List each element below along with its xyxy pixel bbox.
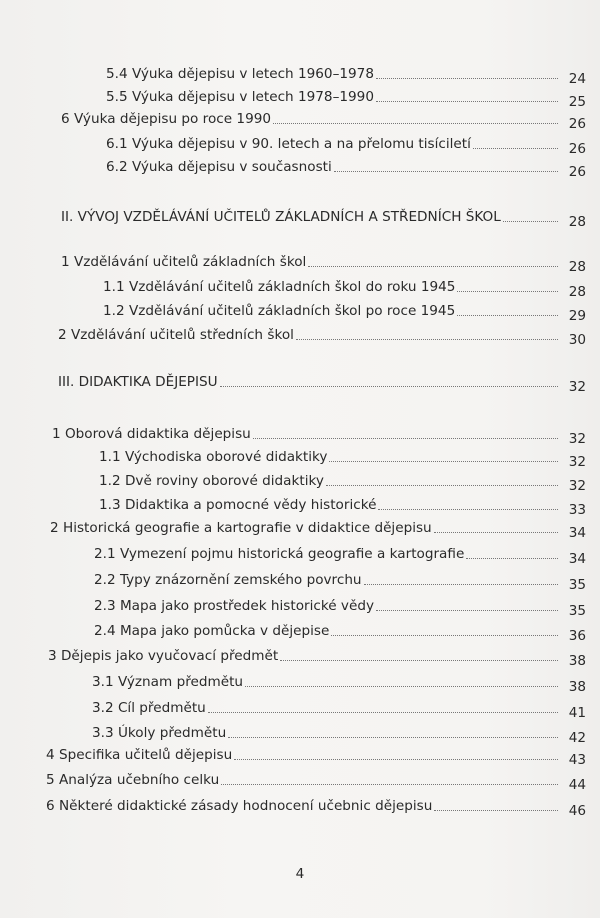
toc-entry-iii-4[interactable] xyxy=(46,741,586,768)
toc-entry-page: 28 xyxy=(568,259,586,275)
dot-leader xyxy=(378,509,558,510)
toc-entry-iii-3-3[interactable] xyxy=(92,719,586,746)
dot-leader xyxy=(228,737,558,738)
dot-leader xyxy=(308,266,558,267)
toc-entry-title: 5.5 Výuka dějepisu v letech 1978–1990 xyxy=(106,89,374,105)
dot-leader xyxy=(221,784,558,785)
toc-entry-page: 26 xyxy=(568,164,586,180)
toc-entry-title: 5.4 Výuka dějepisu v letech 1960–1978 xyxy=(106,66,374,82)
toc-entry-iii-2-1[interactable] xyxy=(94,540,586,567)
dot-leader xyxy=(473,148,558,149)
toc-entry-6[interactable] xyxy=(61,105,586,132)
toc-entry-iii-1-1[interactable] xyxy=(99,443,586,470)
dot-leader xyxy=(273,123,558,124)
dot-leader xyxy=(457,315,558,316)
toc-entry-page: 43 xyxy=(568,752,586,768)
toc-entry-page: 25 xyxy=(568,94,586,110)
toc-entry-title: 6 Výuka dějepisu po roce 1990 xyxy=(61,111,272,127)
toc-entry-6-1[interactable] xyxy=(106,130,586,157)
toc-entry-page: 35 xyxy=(568,577,586,593)
toc-entry-page: 42 xyxy=(568,730,586,746)
toc-entry-title: 2.4 Mapa jako pomůcka v dějepise xyxy=(94,623,330,639)
toc-entry-title: 1 Vzdělávání učitelů základních škol xyxy=(61,254,307,270)
toc-entry-title: 1.1 Vzdělávání učitelů základních škol do roku 1945 xyxy=(103,279,456,295)
toc-entry-iii-3-1[interactable] xyxy=(92,668,586,695)
toc-entry-iii-2-2[interactable] xyxy=(94,566,586,593)
toc-entry-page: 26 xyxy=(568,141,586,157)
dot-leader xyxy=(364,584,558,585)
dot-leader xyxy=(234,759,558,760)
toc-entry-iii-2-3[interactable] xyxy=(94,592,586,619)
toc-entry-title: 6.2 Výuka dějepisu v současnosti xyxy=(106,159,332,175)
dot-leader xyxy=(280,660,558,661)
dot-leader xyxy=(376,610,558,611)
toc-entry-title: 6.1 Výuka dějepisu v 90. letech a na přelomu tisíciletí xyxy=(106,136,471,152)
toc-entry-ii-1-1[interactable] xyxy=(103,273,586,300)
toc-entry-title: 3.1 Význam předmětu xyxy=(92,674,244,690)
toc-entry-iii-6[interactable] xyxy=(46,792,586,819)
toc-entry-iii-2-4[interactable] xyxy=(94,617,586,644)
toc-entry-page: 28 xyxy=(568,284,586,300)
toc-entry-page: 29 xyxy=(568,308,586,324)
toc-entry-title: 6 Některé didaktické zásady hodnocení učebnic dějepisu xyxy=(46,798,433,814)
toc-entry-title: 3.2 Cíl předmětu xyxy=(92,700,206,716)
toc-entry-page: 32 xyxy=(568,431,586,447)
toc-entry-page: 30 xyxy=(568,332,586,348)
toc-entry-iii-1-2[interactable] xyxy=(99,467,586,494)
toc-entry-page: 26 xyxy=(568,116,586,132)
toc-entry-iii-3-2[interactable] xyxy=(92,694,586,721)
toc-entry-page: 35 xyxy=(568,603,586,619)
toc-entry-page: 32 xyxy=(568,478,586,494)
toc-entry-title: 1.2 Vzdělávání učitelů základních škol po roce 1945 xyxy=(103,303,456,319)
dot-leader xyxy=(334,171,558,172)
toc-entry-5-4[interactable] xyxy=(106,60,586,87)
toc-entry-page: 44 xyxy=(568,777,586,793)
toc-entry-title: 1.2 Dvě roviny oborové didaktiky xyxy=(99,473,324,489)
toc-entry-title: II. VÝVOJ VZDĚLÁVÁNÍ UČITELŮ ZÁKLADNÍCH A STŘEDNÍCH ŠKOL xyxy=(61,209,501,225)
toc-entry-page: 24 xyxy=(568,71,586,87)
toc-entry-title: 1 Oborová didaktika dějepisu xyxy=(52,426,251,442)
dot-leader xyxy=(376,101,558,102)
toc-entry-page: 41 xyxy=(568,705,586,721)
toc-entry-title: 2 Historická geografie a kartografie v didaktice dějepisu xyxy=(50,520,432,536)
toc-entry-page: 33 xyxy=(568,502,586,518)
dot-leader xyxy=(466,558,558,559)
dot-leader xyxy=(503,221,558,222)
toc-entry-ii-1-2[interactable] xyxy=(103,297,586,324)
toc-entry-title: 1.1 Východiska oborové didaktiky xyxy=(99,449,328,465)
toc-entry-title: 1.3 Didaktika a pomocné vědy historické xyxy=(99,497,377,513)
toc-entry-page: 32 xyxy=(568,454,586,470)
toc-entry-part-iii[interactable] xyxy=(58,368,586,395)
dot-leader xyxy=(326,485,558,486)
toc-entry-title: 2.1 Vymezení pojmu historická geografie a kartografie xyxy=(94,546,465,562)
toc-entry-iii-1-3[interactable] xyxy=(99,491,586,518)
toc-entry-title: 5 Analýza učebního celku xyxy=(46,772,220,788)
dot-leader xyxy=(329,461,558,462)
page-number: 4 xyxy=(295,866,305,882)
toc-entry-page: 28 xyxy=(568,214,586,230)
toc-entry-title: 2.2 Typy znázornění zemského povrchu xyxy=(94,572,362,588)
toc-entry-page: 38 xyxy=(568,679,586,695)
toc-entry-ii-2[interactable] xyxy=(58,321,586,348)
toc-entry-iii-2[interactable] xyxy=(50,514,586,541)
toc-entry-title: III. DIDAKTIKA DĚJEPISU xyxy=(58,374,218,390)
dot-leader xyxy=(220,386,558,387)
dot-leader xyxy=(457,291,558,292)
toc-entry-6-2[interactable] xyxy=(106,153,586,180)
toc-entry-title: 2 Vzdělávání učitelů středních škol xyxy=(58,327,294,343)
toc-entry-5-5[interactable] xyxy=(106,83,586,110)
toc-entry-iii-1[interactable] xyxy=(52,420,586,447)
toc-entry-page: 32 xyxy=(568,379,586,395)
toc-entry-ii-1[interactable] xyxy=(61,248,586,275)
dot-leader xyxy=(331,635,558,636)
toc-entry-iii-3[interactable] xyxy=(48,642,586,669)
toc-entry-page: 34 xyxy=(568,525,586,541)
toc-entry-page: 34 xyxy=(568,551,586,567)
dot-leader xyxy=(376,78,558,79)
toc-entry-title: 3.3 Úkoly předmětu xyxy=(92,725,227,741)
toc-entry-title: 4 Specifika učitelů dějepisu xyxy=(46,747,233,763)
toc-entry-title: 2.3 Mapa jako prostředek historické vědy xyxy=(94,598,375,614)
toc-entry-iii-5[interactable] xyxy=(46,766,586,793)
dot-leader xyxy=(434,532,558,533)
dot-leader xyxy=(434,810,558,811)
dot-leader xyxy=(253,438,558,439)
toc-entry-title: 3 Dějepis jako vyučovací předmět xyxy=(48,648,279,664)
dot-leader xyxy=(208,712,558,713)
dot-leader xyxy=(245,686,558,687)
toc-entry-page: 38 xyxy=(568,653,586,669)
toc-entry-page: 46 xyxy=(568,803,586,819)
toc-entry-page: 36 xyxy=(568,628,586,644)
dot-leader xyxy=(296,339,558,340)
toc-entry-part-ii[interactable] xyxy=(61,203,586,230)
